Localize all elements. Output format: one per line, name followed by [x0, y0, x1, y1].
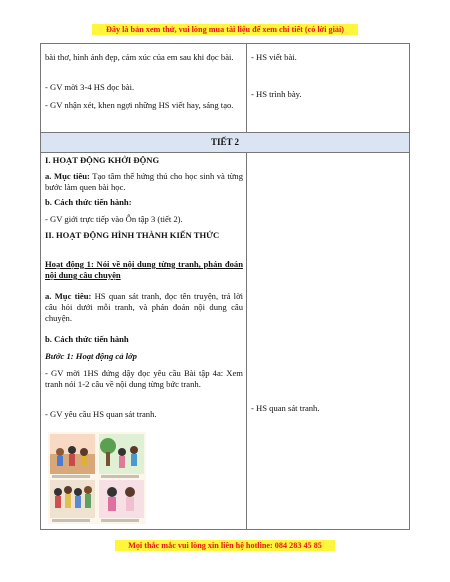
cach-thuc-1-label: b. Cách thức tiến hành: — [45, 197, 132, 207]
hs-response: - HS quan sát tranh. — [251, 403, 320, 413]
gv-instruction-1: - GV mời 1HS đứng dậy đọc yêu cầu Bài tập 4a: Xem tranh nói 1-2 câu về nội dung từng bức tranh. — [45, 368, 243, 389]
hoat-dong-1-title: Hoạt động 1: Nói về nội dung từng tranh, phán đoán nội dung câu chuyện — [45, 259, 243, 280]
muc-tieu-1-text: Tạo tâm thế hứng thú cho học sinh và từng bước làm quen bài học. — [45, 171, 244, 192]
muc-tieu-2-text: HS quan sát tranh, đọc tên truyện, trả lời câu hỏi dưới mỗi tranh, và phán đoán nội dung câu chuyện. — [45, 291, 244, 323]
preview-banner: Đây là bản xem thử, vui lòng mua tài liệu để xem chi tiết (có lời giải) — [92, 24, 358, 35]
buoc-1-label: Bước 1: Hoạt động cả lớp — [45, 351, 137, 361]
story-panel-1 — [50, 434, 95, 474]
row1-left-text-2: - GV mời 3-4 HS đọc bài. — [45, 82, 135, 92]
row1-left-text-3: - GV nhận xét, khen ngợi những HS viết hay, sáng tạo. — [45, 100, 234, 110]
story-panel-3 — [50, 480, 95, 518]
heading-hinh-thanh: II. HOẠT ĐỘNG HÌNH THÀNH KIẾN THỨC — [45, 230, 220, 240]
heading-khoi-dong: I. HOẠT ĐỘNG KHỞI ĐỘNG — [45, 155, 160, 165]
story-panel-2 — [99, 434, 144, 474]
story-illustration — [48, 432, 146, 524]
muc-tieu-2 — [45, 291, 243, 324]
gv-instruction-2: - GV yêu cầu HS quan sát tranh. — [45, 409, 157, 419]
row1-right-text-1: - HS viết bài. — [251, 52, 297, 62]
muc-tieu-1-label: a. Mục tiêu: — [45, 171, 90, 181]
cach-thuc-1-text: - GV giới trực tiếp vào Ôn tập 3 (tiết 2). — [45, 214, 183, 224]
row1-right-text-2: - HS trình bày. — [251, 89, 302, 99]
muc-tieu-1 — [45, 171, 243, 193]
hotline-banner: Mọi thắc mắc vui lòng xin liên hệ hotline: 084 283 45 85 — [115, 540, 335, 551]
muc-tieu-2-label: a. Mục tiêu: — [45, 291, 92, 301]
row1-left-text-1: bài thơ, hình ảnh đẹp, cảm xúc của em sau khi đọc bài. — [45, 52, 234, 62]
story-panel-4 — [99, 480, 144, 518]
section-header-tiet-2: TIẾT 2 — [41, 132, 409, 153]
column-divider — [246, 44, 247, 529]
cach-thuc-2-label: b. Cách thức tiến hành — [45, 334, 129, 344]
